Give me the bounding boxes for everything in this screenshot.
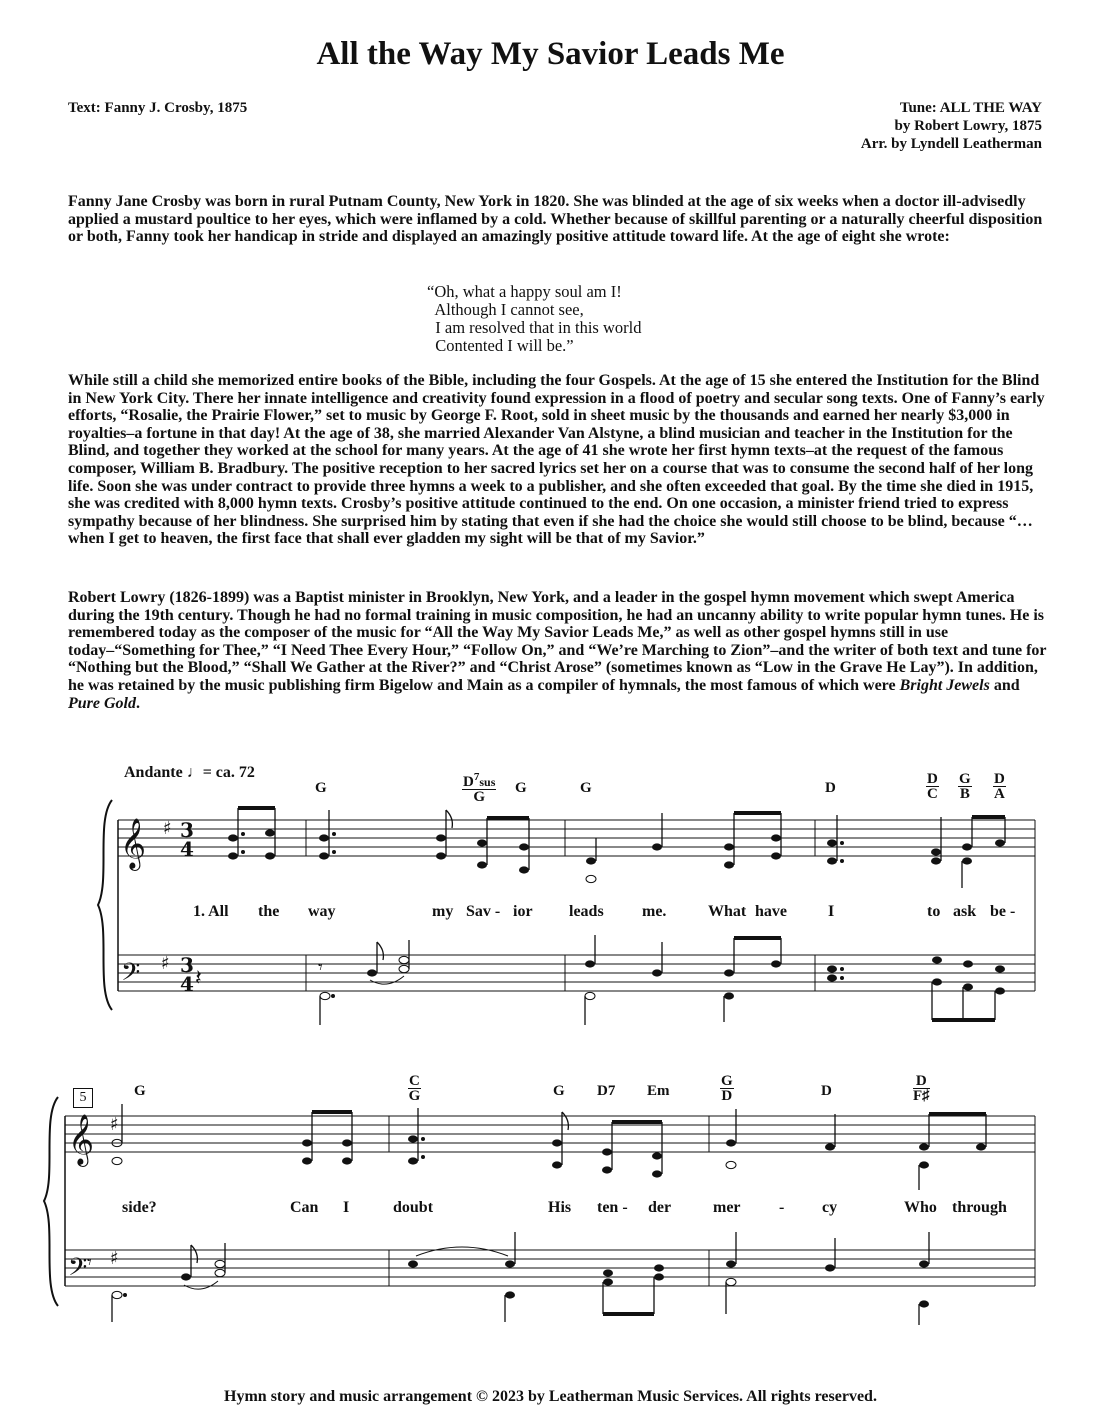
time-signature-bottom: 4 xyxy=(180,972,194,996)
eighth-rest-icon: 𝄾 xyxy=(318,957,323,978)
chord-symbol: G xyxy=(315,780,327,796)
sharp-icon: ♯ xyxy=(163,818,172,839)
slash-chord: $\frac{D}{C}$ xyxy=(927,771,938,802)
chord-symbol: G xyxy=(134,1083,146,1099)
poem-line: Although I cannot see, xyxy=(427,300,584,319)
chord-symbol: G xyxy=(580,780,592,796)
text-credit: Text: Fanny J. Crosby, 1875 xyxy=(68,100,248,116)
lyric-syllable: ask xyxy=(953,903,977,920)
paragraph-3-text: Robert Lowry (1826-1899) was a Baptist minister in Brooklyn, New York, and a leader in the gospel hymn movement which swept America during the 19th century. Though he had no formal training in music composition, he had an uncanny ability to write popular hymn tunes. He is remembered today as the composer of the music for “All the Way My Savior Leads Me,” as well as other gospel hymns still in use today–“Something for Thee,” “I Need Thee Every Hour,” “Follow On,” and “We’re Marching to Zion”–and the writer of both text and tune for “Nothing but the Blood,” “Shall We Gather at the River?” and “Christ Arose” (sometimes known as “Low in the Grave He Lay”). In addition, he was retained by the music publishing firm Bigelow and Main as a compiler of hymnals, the most famous of which were xyxy=(68,589,1047,694)
measure-number: 5 xyxy=(73,1088,93,1108)
time-signature-top: 3 xyxy=(180,953,194,977)
bass-clef-icon: 𝄢 xyxy=(68,1253,88,1288)
bass-staff-1 xyxy=(118,955,1035,991)
lyric-syllable: Who xyxy=(904,1199,937,1216)
period: . xyxy=(136,694,140,712)
lyric-syllable: to xyxy=(927,903,941,920)
treble-notes-2 xyxy=(112,1135,986,1177)
lyric-syllable: 1. All xyxy=(193,903,229,920)
lyric-syllable: I xyxy=(828,903,835,920)
bass-notes-2 xyxy=(112,1260,929,1307)
lyric-syllable: way xyxy=(308,903,336,920)
time-signature-bottom: 4 xyxy=(180,837,194,861)
eighth-rest-icon: 𝄾 xyxy=(87,1252,92,1273)
lyric-syllable: Sav - xyxy=(466,903,501,920)
chord-symbol: G xyxy=(553,1083,565,1099)
tune-name: Tune: ALL THE WAY xyxy=(899,100,1042,116)
arranger: Arr. by Lyndell Leatherman xyxy=(860,136,1042,152)
conjunction: and xyxy=(989,676,1020,694)
slash-chord: $\frac{G}{D}$ xyxy=(721,1073,733,1104)
page-title: All the Way My Savior Leads Me xyxy=(316,36,785,72)
slash-chord: $\frac{D}{F♯}$ xyxy=(913,1073,930,1104)
slash-chord: $\frac{C}{G}$ xyxy=(408,1073,421,1104)
copyright-footer: Hymn story and music arrangement © 2023 by Leatherman Music Services. All rights reserved. xyxy=(224,1388,877,1405)
lyric-syllable: mer xyxy=(713,1199,741,1216)
lyric-syllable: cy xyxy=(822,1199,838,1216)
hymnal-title-2: Pure Gold xyxy=(68,694,136,712)
lyric-syllable: ior xyxy=(513,903,533,920)
chord-symbol: D7 xyxy=(597,1083,616,1099)
lyric-syllable: What xyxy=(708,903,747,920)
poem-line: “Oh, what a happy soul am I! xyxy=(427,282,622,301)
slash-chord: $\frac{D}{A}$ xyxy=(994,771,1005,802)
lyric-syllable: leads xyxy=(569,903,604,920)
bass-staff-2 xyxy=(65,1250,1035,1286)
slash-chord: $\frac{G}{B}$ xyxy=(959,771,971,802)
tempo-word: Andante xyxy=(124,764,183,781)
story-paragraph-1: Fanny Jane Crosby was born in rural Putnam County, New York in 1820. She was blinded at the age of six weeks when a doctor ill-advisedly applied a mustard poultice to her eyes, which were inflamed by a cold. Whether because of skillful parenting or a naturally cheerful disposition or both, Fanny took her handicap in stride and displayed an amazingly positive attitude toward life. At the age of eight she wrote: xyxy=(68,193,1043,246)
lyric-syllable: me. xyxy=(642,903,667,920)
quarter-note-icon: ♩ xyxy=(186,764,203,781)
lyric-syllable: Can xyxy=(290,1199,319,1216)
lyric-syllable: der xyxy=(648,1199,672,1216)
lyric-syllable: have xyxy=(755,903,787,920)
chord-symbol: G xyxy=(515,780,527,796)
chord-symbol: D xyxy=(825,780,836,796)
tune-composer: by Robert Lowry, 1875 xyxy=(894,118,1042,134)
treble-clef-icon: 𝄞 xyxy=(120,818,147,869)
lyric-syllable: ten - xyxy=(597,1199,628,1216)
tempo-value: = ca. 72 xyxy=(202,764,255,781)
treble-clef-icon: 𝄞 xyxy=(68,1114,95,1165)
lyric-syllable: be - xyxy=(990,903,1016,920)
quarter-rest-icon: 𝄽 xyxy=(195,966,202,991)
lyric-syllable: through xyxy=(952,1199,1007,1216)
lyric-syllable: - xyxy=(779,1199,785,1216)
sharp-icon: ♯ xyxy=(161,953,170,974)
lyric-syllable: I xyxy=(343,1199,350,1216)
poem-line: I am resolved that in this world xyxy=(427,318,642,337)
sharp-icon: ♯ xyxy=(110,1248,119,1269)
chord-symbol: D xyxy=(821,1083,832,1099)
treble-staff-2 xyxy=(65,1116,1035,1152)
treble-staff-1 xyxy=(118,820,1035,856)
chord-symbol: Em xyxy=(647,1083,670,1099)
lyric-syllable: side? xyxy=(122,1199,157,1216)
chord-symbol-d7sus: $\frac{D^7sus}{G}$ xyxy=(463,771,496,805)
hymnal-title-1: Bright Jewels xyxy=(899,676,990,694)
story-paragraph-2: While still a child she memorized entire books of the Bible, including the four Gospels. At the age of 15 she entered the Institution for the Blind in New York City. There her innate intelligence and creativity found expression in a flood of poetry and secular song texts. One of Fanny’s early efforts, “Rosalie, the Prairie Flower,” set to music by George F. Root, sold in sheet music by the thousands and earned her nearly $3,000 in royalties–a fortune in that day! At the age of 38, she married Alexander Van Alstyne, a blind musician and teacher in the Institution for the Blind, and together they worked at the school for many years. At the age of 41 she wrote her first hymn texts–at the request of the famous composer, William B. Bradbury. The positive reception to her sacred lyrics set her on a course that was to consume the second half of her long life. Soon she was under contract to provide three hymns a week to a publisher, and she often exceeded that goal. By the time she died in 1915, she was credited with 8,000 hymn texts. Crosby’s positive attitude continued to the end. On one occasion, a minister friend tried to express sympathy because of her blindness. She surprised him by stating that even if she had the choice she would still choose to be blind, because “…when I get to heaven, the first face that shall ever gladden my sight will be that of my Savior.” xyxy=(68,372,1045,548)
time-signature-top: 3 xyxy=(180,818,194,842)
bass-clef-icon: 𝄢 xyxy=(121,958,141,993)
lyric-syllable: His xyxy=(548,1199,572,1216)
lyric-syllable: doubt xyxy=(393,1199,434,1216)
poem-line: Contented I will be.” xyxy=(427,336,574,355)
sharp-icon: ♯ xyxy=(110,1114,119,1135)
lyric-syllable: the xyxy=(258,903,280,920)
lyric-syllable: my xyxy=(432,903,454,920)
